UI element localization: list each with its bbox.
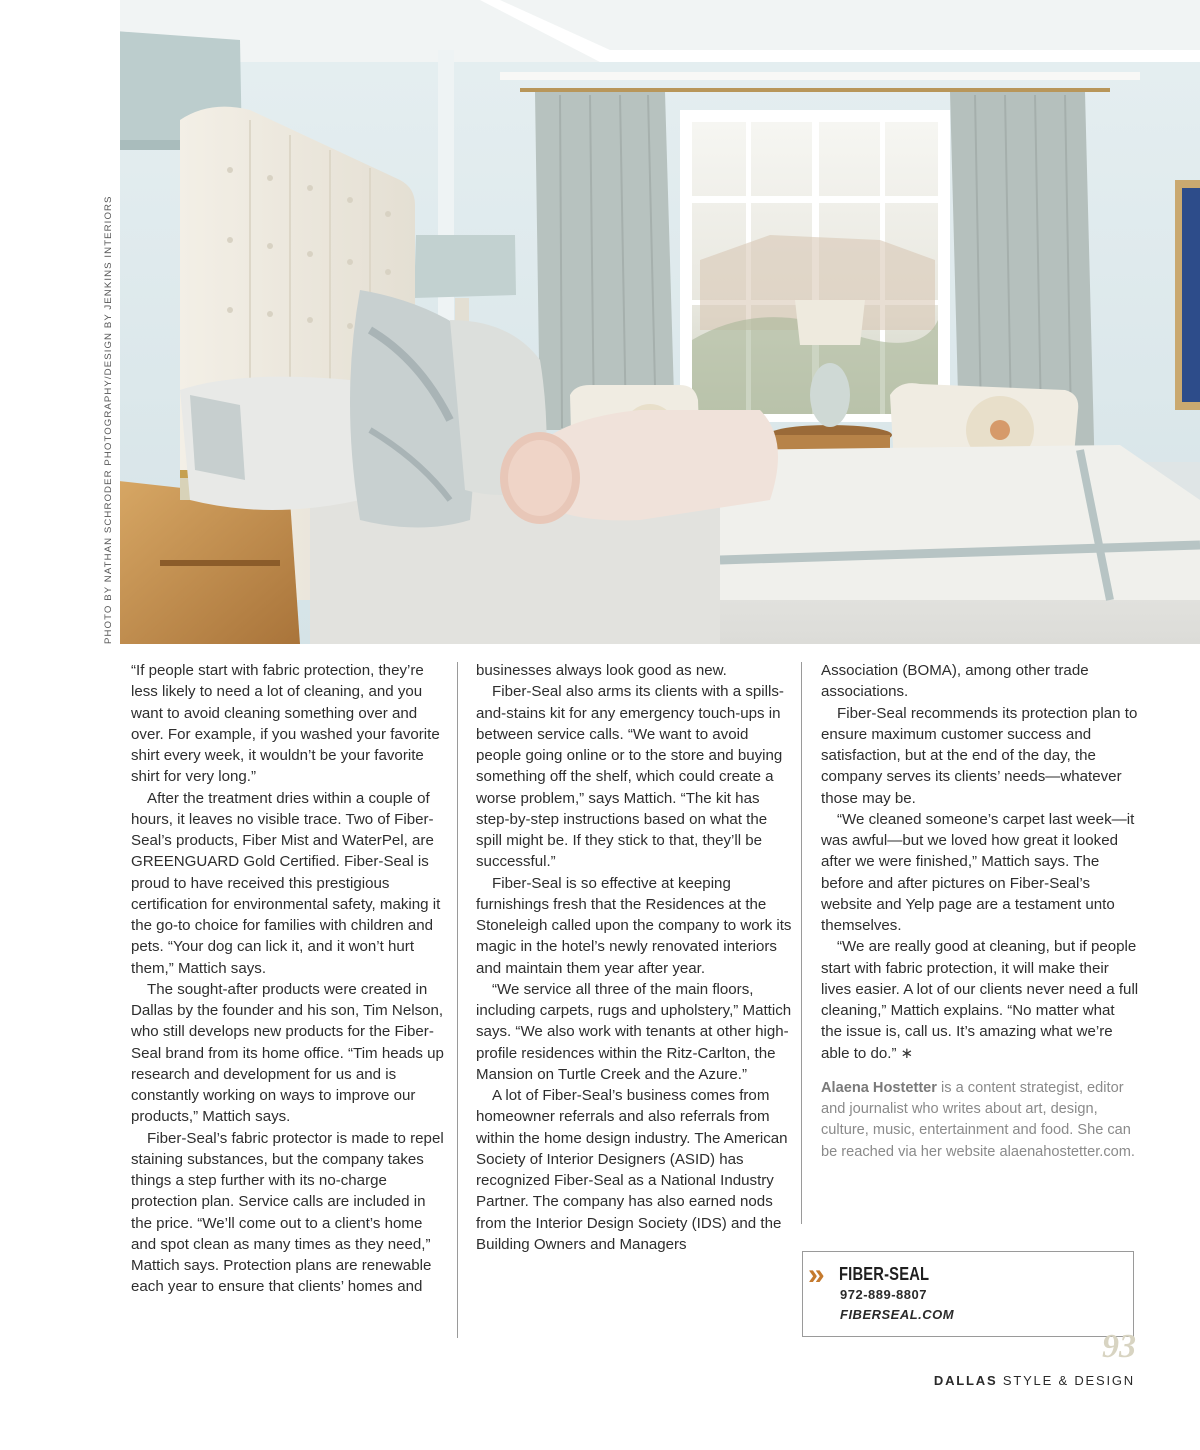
article-column-1: [131, 660, 449, 1298]
article-column-2: [476, 660, 794, 1255]
photo-credit: PHOTO BY NATHAN SCHRODER PHOTOGRAPHY/DESIGN BY JENKINS INTERIORS: [103, 195, 114, 644]
bedroom-illustration: [120, 0, 1200, 644]
paragraph-final: [821, 936, 1139, 1064]
footer-brand-bold: DALLAS: [933, 1373, 998, 1388]
paragraph: Fiber-Seal recommends its protection plan to ensure maximum customer success and satisfaction, but at the end of the day, the company serves its clients’ needs—whatever those may be.: [821, 704, 1138, 807]
end-mark-icon: ∗: [900, 1044, 914, 1062]
paragraph: businesses always look good as new.: [476, 662, 727, 679]
contact-box: [802, 1251, 1134, 1337]
column-divider-2: [801, 662, 802, 1224]
paragraph: “If people start with fabric protection, they’re less likely to need a lot of cleaning, and you want to avoid cleaning something over and over. For example, if you washed your favorite shirt every week, it wouldn’t be your favorite shirt for very long.”: [131, 662, 440, 786]
company-phone: 972-889-8807: [840, 1287, 927, 1302]
column-divider-1: [457, 662, 458, 1338]
paragraph: Fiber-Seal also arms its clients with a spills-and-stains kit for any emergency touch-ups in between service calls. “We want to avoid people going online or to the store and buying something off the shelf, which could create a worse problem,” says Mattich. “The kit has step-by-step instructions based on what the spill might be. If they stick to that, they’ll be successful.”: [476, 683, 784, 871]
magazine-footer: [840, 1373, 1135, 1388]
paragraph: After the treatment dries within a couple of hours, it leaves no visible trace. Two of Fiber-Seal’s products, Fiber Mist and WaterPel, are GREENGUARD Gold Certified. Fiber-Seal is proud to have received this prestigious certification for environmental safety, making it the go-to choice for families with children and pets. “Your dog can lick it, and it won’t hurt them,” Mattich says.: [131, 789, 441, 977]
paragraph: The sought-after products were created in Dallas by the founder and his son, Tim Nelson, who still develops new products for the Fiber-Seal brand from its home office. “Tim heads up research and development for us and is constantly working on ways to improve our products,” Mattich says.: [131, 980, 444, 1126]
paragraph: Association (BOMA), among other trade associations.: [821, 662, 1089, 701]
author-name: Alaena Hostetter: [821, 1079, 937, 1096]
paragraph: Fiber-Seal’s fabric protector is made to repel staining substances, but the company takes things a step further with its no-charge protection plan. Service calls are included in the price. “We’ll come out to a client’s home and spot clean as many times as they need,” Mattich says. Protection plans are renewable each year to ensure that clients’ homes and: [131, 1129, 444, 1296]
footer-brand-rest: STYLE & DESIGN: [997, 1373, 1135, 1388]
company-name: FIBER-SEAL: [839, 1264, 930, 1284]
paragraph-text: “We are really good at cleaning, but if people start with fabric protection, it will make their lives easier. A lot of our clients never need a full cleaning,” Mattich explains. “No matter what the issue is, call us. It’s amazing what we’re able to do.”: [821, 938, 1139, 1062]
page-number: 93: [1102, 1328, 1136, 1365]
paragraph: “We service all three of the main floors, including carpets, rugs and upholstery,” Mattich says. “We also work with tenants at other high-profile residences within the Ritz-Carlton, the Mansion on Turtle Creek and the Azure.”: [476, 980, 792, 1083]
company-website: FIBERSEAL.COM: [840, 1307, 955, 1322]
author-bio-text: is a content strategist, editor and journalist who writes about art, design, culture, music, entertainment and food. She can be reached via her website alaenahostetter.com.: [821, 1079, 1135, 1160]
chevron-right-icon: »: [808, 1258, 822, 1291]
paragraph: “We cleaned someone’s carpet last week—it was awful—but we loved how great it looked after we were finished,” Mattich says. The before and after pictures on Fiber-Seal’s website and Yelp page are a testament unto themselves.: [821, 810, 1135, 934]
author-bio: [821, 1078, 1139, 1163]
bedroom-photo: [120, 0, 1200, 644]
paragraph: Fiber-Seal is so effective at keeping furnishings fresh that the Residences at the Stoneleigh called upon the company to work its magic in the hotel’s newly renovated interiors and maintain them year after year.: [476, 874, 792, 977]
article-column-3: [821, 660, 1139, 1163]
paragraph: A lot of Fiber-Seal’s business comes from homeowner referrals and also referrals from within the home design industry. The American Society of Interior Designers (ASID) has recognized Fiber-Seal as a National Industry Partner. The company has also earned nods from the Interior Design Society (IDS) and the Building Owners and Managers: [476, 1087, 788, 1253]
